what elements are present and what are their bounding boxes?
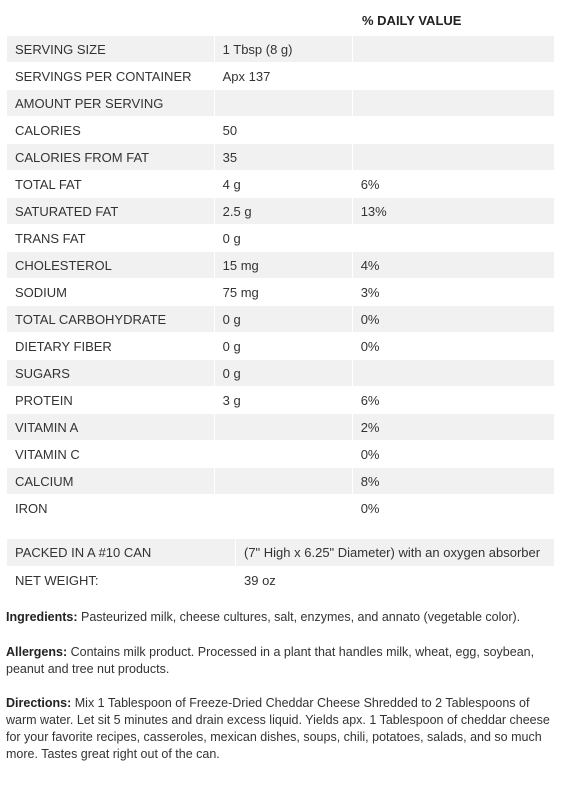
nutrient-amount-cell: 3 g bbox=[214, 387, 352, 414]
nutrient-name-cell: SATURATED FAT bbox=[7, 198, 215, 225]
nutrient-name-cell: SODIUM bbox=[7, 279, 215, 306]
directions-paragraph bbox=[6, 695, 559, 763]
packaging-label-cell: NET WEIGHT: bbox=[7, 567, 236, 595]
ingredients-text: Pasteurized milk, cheese cultures, salt, enzymes, and annato (vegetable color). bbox=[77, 610, 521, 624]
nutrient-amount-cell: 1 Tbsp (8 g) bbox=[214, 36, 352, 63]
daily-value-cell: 3% bbox=[352, 279, 554, 306]
packaging-table bbox=[6, 538, 555, 595]
nutrient-name-cell: SUGARS bbox=[7, 360, 215, 387]
nutrient-amount-cell: 4 g bbox=[214, 171, 352, 198]
nutrient-amount-cell bbox=[214, 468, 352, 495]
nutrient-amount-cell bbox=[214, 90, 352, 117]
allergens-label: Allergens: bbox=[6, 645, 68, 659]
daily-value-cell: 0% bbox=[352, 441, 554, 468]
daily-value-header: % DAILY VALUE bbox=[362, 13, 462, 28]
ingredients-paragraph bbox=[6, 609, 559, 626]
nutrition-row bbox=[7, 387, 555, 414]
daily-value-cell bbox=[352, 90, 554, 117]
daily-value-cell: 8% bbox=[352, 468, 554, 495]
nutrient-name-cell: PROTEIN bbox=[7, 387, 215, 414]
nutrition-row bbox=[7, 468, 555, 495]
daily-value-cell: 13% bbox=[352, 198, 554, 225]
daily-value-cell: 0% bbox=[352, 495, 554, 522]
packaging-value-cell: (7" High x 6.25" Diameter) with an oxygen absorber bbox=[236, 539, 555, 567]
nutrition-row bbox=[7, 306, 555, 333]
nutrient-name-cell: CALORIES bbox=[7, 117, 215, 144]
daily-value-cell: 0% bbox=[352, 333, 554, 360]
nutrient-amount-cell: 50 bbox=[214, 117, 352, 144]
directions-text: Mix 1 Tablespoon of Freeze-Dried Cheddar Cheese Shredded to 2 Tablespoons of warm water. Let sit 5 minutes and drain excess liquid. Yields apx. 1 Tablespoon of cheddar cheese for your favorite recipes, casseroles, mexican dishes, soups, chili, potatoes, salads, and so much more. Tastes great right out of the can. bbox=[6, 696, 550, 761]
allergens-paragraph bbox=[6, 644, 559, 678]
nutrient-name-cell: SERVINGS PER CONTAINER bbox=[7, 63, 215, 90]
nutrient-name-cell: DIETARY FIBER bbox=[7, 333, 215, 360]
daily-value-cell: 6% bbox=[352, 171, 554, 198]
daily-value-cell: 4% bbox=[352, 252, 554, 279]
packaging-row bbox=[7, 539, 555, 567]
nutrition-row bbox=[7, 90, 555, 117]
directions-label: Directions: bbox=[6, 696, 72, 710]
daily-value-cell bbox=[352, 225, 554, 252]
nutrition-row bbox=[7, 63, 555, 90]
daily-value-cell bbox=[352, 144, 554, 171]
nutrient-amount-cell: 0 g bbox=[214, 306, 352, 333]
nutrient-amount-cell: 15 mg bbox=[214, 252, 352, 279]
daily-value-cell bbox=[352, 117, 554, 144]
daily-value-cell bbox=[352, 63, 554, 90]
nutrient-name-cell: CALCIUM bbox=[7, 468, 215, 495]
nutrient-amount-cell: 35 bbox=[214, 144, 352, 171]
nutrition-row bbox=[7, 333, 555, 360]
nutrition-row bbox=[7, 36, 555, 63]
nutrient-amount-cell bbox=[214, 495, 352, 522]
packaging-label-cell: PACKED IN A #10 CAN bbox=[7, 539, 236, 567]
nutrition-row bbox=[7, 198, 555, 225]
nutrient-amount-cell: 0 g bbox=[214, 225, 352, 252]
nutrient-name-cell: SERVING SIZE bbox=[7, 36, 215, 63]
daily-value-cell: 0% bbox=[352, 306, 554, 333]
nutrition-row bbox=[7, 252, 555, 279]
nutrient-name-cell: VITAMIN A bbox=[7, 414, 215, 441]
daily-value-cell bbox=[352, 360, 554, 387]
nutrient-amount-cell: Apx 137 bbox=[214, 63, 352, 90]
nutrition-row bbox=[7, 441, 555, 468]
nutrition-row bbox=[7, 225, 555, 252]
nutrient-name-cell: TOTAL FAT bbox=[7, 171, 215, 198]
nutrition-row bbox=[7, 171, 555, 198]
nutrient-amount-cell: 2.5 g bbox=[214, 198, 352, 225]
nutrient-amount-cell bbox=[214, 441, 352, 468]
nutrient-name-cell: CALORIES FROM FAT bbox=[7, 144, 215, 171]
nutrition-row bbox=[7, 144, 555, 171]
daily-value-cell: 6% bbox=[352, 387, 554, 414]
packaging-row bbox=[7, 567, 555, 595]
nutrition-row bbox=[7, 360, 555, 387]
packaging-value-cell: 39 oz bbox=[236, 567, 555, 595]
nutrient-name-cell: IRON bbox=[7, 495, 215, 522]
allergens-text: Contains milk product. Processed in a plant that handles milk, wheat, egg, soybean, peanut and tree nut products. bbox=[6, 645, 535, 676]
daily-value-cell: 2% bbox=[352, 414, 554, 441]
nutrition-row bbox=[7, 279, 555, 306]
nutrient-amount-cell bbox=[214, 414, 352, 441]
nutrition-row bbox=[7, 117, 555, 144]
nutrient-name-cell: CHOLESTEROL bbox=[7, 252, 215, 279]
nutrient-amount-cell: 0 g bbox=[214, 333, 352, 360]
nutrition-row bbox=[7, 414, 555, 441]
nutrition-row bbox=[7, 495, 555, 522]
nutrient-name-cell: TOTAL CARBOHYDRATE bbox=[7, 306, 215, 333]
nutrient-name-cell: TRANS FAT bbox=[7, 225, 215, 252]
nutrient-name-cell: VITAMIN C bbox=[7, 441, 215, 468]
nutrient-amount-cell: 0 g bbox=[214, 360, 352, 387]
nutrient-amount-cell: 75 mg bbox=[214, 279, 352, 306]
ingredients-label: Ingredients: bbox=[6, 610, 78, 624]
nutrient-name-cell: AMOUNT PER SERVING bbox=[7, 90, 215, 117]
nutrition-table bbox=[6, 35, 555, 522]
daily-value-cell bbox=[352, 36, 554, 63]
